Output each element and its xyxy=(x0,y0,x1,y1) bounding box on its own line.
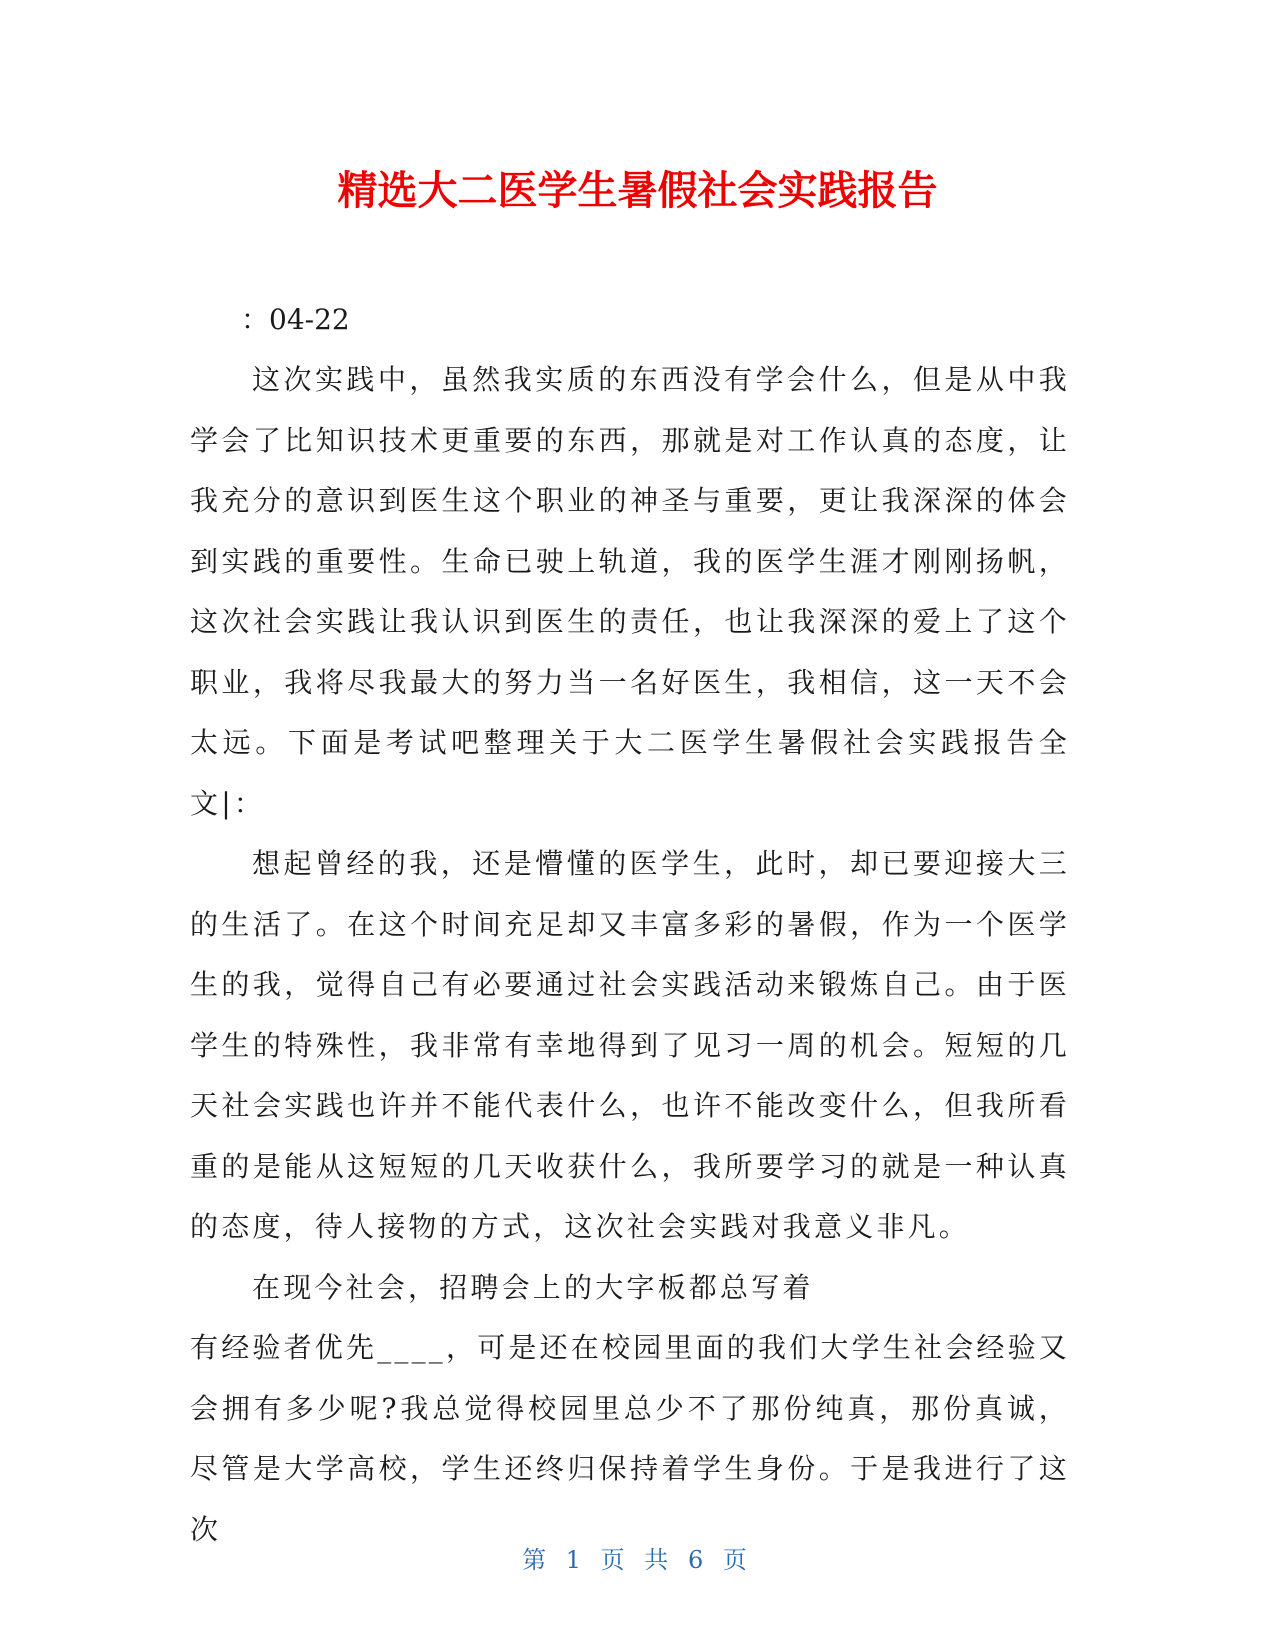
document-body xyxy=(190,350,1070,1560)
paragraph-intro: 这次实践中，虽然我实质的东西没有学会什么，但是从中我学会了比知识技术更重要的东西，那就是对工作认真的态度，让我充分的意识到医生这个职业的神圣与重要，更让我深深的体会到实践的重要性。生命已驶上轨道，我的医学生涯才刚刚扬帆，这次社会实践让我认识到医生的责任，也让我深深的爱上了这个职业，我将尽我最大的努力当一名好医生，我相信，这一天不会太远。下面是考试吧整理关于大二医学生暑假社会实践报告全文|： xyxy=(190,363,1070,820)
paragraph-society: 在现今社会，招聘会上的大字板都总写着 xyxy=(252,1270,814,1304)
paragraph-recollection: 想起曾经的我，还是懵懂的医学生，此时，却已要迎接大三的生活了。在这个时间充足却又丰富多彩的暑假，作为一个医学生的我，觉得自己有必要通过社会实践活动来锻炼自己。由于医学生的特殊性，我非常有幸地得到了见习一周的机会。短短的几天社会实践也许并不能代表什么，也许不能改变什么，但我所看重的是能从这短短的几天收获什么，我所要学习的就是一种认真的态度，待人接物的方式，这次社会实践对我意义非凡。 xyxy=(190,847,1070,1243)
document-date: ：04-22 xyxy=(241,303,350,336)
page-number: 第 1 页 共 6 页 xyxy=(522,1546,753,1574)
document-title: 精选大二医学生暑假社会实践报告 xyxy=(337,168,938,214)
paragraph-experience: 有经验者优先____，可是还在校园里面的我们大学生社会经验又会拥有多少呢?我总觉得校园里总少不了那份纯真，那份真诚，尽管是大学高校，学生还终归保持着学生身份。于是我进行了这次 xyxy=(190,1331,1071,1546)
